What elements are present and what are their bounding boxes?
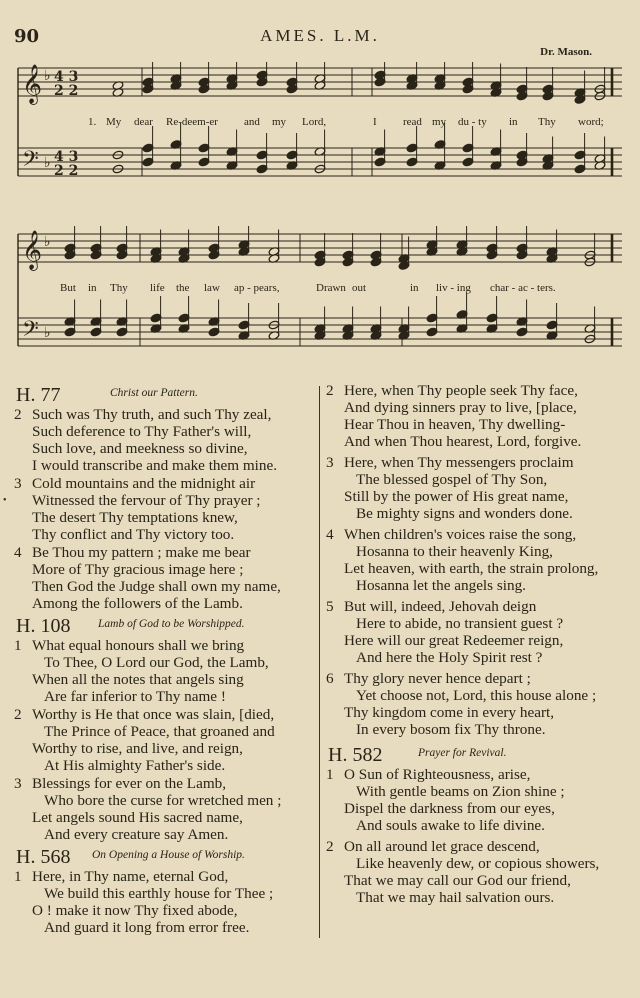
verse-number: 2 xyxy=(326,382,334,399)
hymn-header xyxy=(14,382,320,406)
verse-line: O ! make it now Thy fixed abode, xyxy=(32,902,238,919)
verse-line: That we may call our God our friend, xyxy=(344,872,571,889)
flat-sign-icon: ♭ xyxy=(44,325,51,341)
verse-line: Thy kingdom come in every heart, xyxy=(344,704,555,721)
verse-line: And guard it long from error free. xyxy=(44,919,250,936)
lyric-syllable: in xyxy=(509,116,518,128)
left-column xyxy=(3,382,320,937)
verse-line: We build this earthly house for Thee ; xyxy=(44,885,274,902)
verse-line: The Prince of Peace, that groaned and xyxy=(44,723,275,740)
stanza xyxy=(326,670,626,738)
verse-number: 2 xyxy=(14,406,22,423)
stanza xyxy=(326,526,626,594)
stanza xyxy=(14,868,320,936)
hymn-number: H. 77 xyxy=(16,384,61,406)
verse-line: Here, in Thy name, eternal God, xyxy=(32,868,229,885)
stanza xyxy=(326,382,626,450)
lyric-syllable: du - ty xyxy=(458,116,487,128)
verse-line: Here, when Thy messengers proclaim xyxy=(344,454,574,471)
verse-line: And every creature say Amen. xyxy=(44,826,229,843)
hymn-header xyxy=(14,613,320,637)
lyric-syllable: Lord, xyxy=(302,116,327,128)
verse-line: What equal honours shall we bring xyxy=(32,637,245,654)
verse-line: In every bosom fix Thy throne. xyxy=(356,721,546,738)
lyric-syllable: life xyxy=(150,282,165,294)
lyric-syllable: ap - pears, xyxy=(234,282,280,294)
time-signature: 2 2 xyxy=(54,163,79,179)
hymn-title: Lamb of God to be Worshipped. xyxy=(98,618,245,630)
lyric-syllable: word; xyxy=(578,116,604,128)
hymn-number: H. 108 xyxy=(16,615,71,637)
right-column xyxy=(326,382,626,907)
stanza xyxy=(14,637,320,705)
verse-line: Such deference to Thy Father's will, xyxy=(32,423,252,440)
hymn-header xyxy=(14,844,320,868)
verse-line: Here, when Thy people seek Thy face, xyxy=(344,382,578,399)
verse-line: Let heaven, with earth, the strain prolong, xyxy=(344,560,599,577)
verse-line: When children's voices raise the song, xyxy=(344,526,577,543)
verse-line: Be Thou my pattern ; make me bear xyxy=(32,544,251,561)
stanza xyxy=(326,838,626,906)
stanza xyxy=(326,454,626,522)
verse-line: Like heavenly dew, or copious showers, xyxy=(356,855,600,872)
lyric-syllable: But xyxy=(60,282,76,294)
verse-line: Hosanna to their heavenly King, xyxy=(356,543,553,560)
hymn-title: On Opening a House of Worship. xyxy=(92,849,245,861)
verse-line: That we may hail salvation ours. xyxy=(356,889,555,906)
lyrics-line-2 xyxy=(0,282,640,298)
hymn-number: H. 568 xyxy=(16,846,71,868)
stanza xyxy=(14,706,320,774)
lyric-syllable: Drawn xyxy=(316,282,346,294)
verse-line: At His almighty Father's side. xyxy=(44,757,226,774)
tune-title: AMES. L.M. xyxy=(260,26,380,45)
verse-line: With gentle beams on Zion shine ; xyxy=(356,783,565,800)
lyric-syllable: My xyxy=(106,116,122,128)
lyric-syllable: Thy xyxy=(110,282,128,294)
verse-line: And dying sinners pray to live, [place, xyxy=(344,399,577,416)
verse-line: Who bore the curse for wretched men ; xyxy=(44,792,282,809)
lyric-syllable: in xyxy=(88,282,97,294)
verse-line: O Sun of Righteousness, arise, xyxy=(344,766,531,783)
stanza xyxy=(326,598,626,666)
verse-line: And here the Holy Spirit rest ? xyxy=(356,649,543,666)
flat-sign-icon: ♭ xyxy=(44,234,51,250)
lyric-syllable: dear xyxy=(134,116,153,128)
lyric-syllable: liv - ing xyxy=(436,282,471,294)
verse-line: Such was Thy truth, and such Thy zeal, xyxy=(32,406,272,423)
verse-line: Dispel the darkness from our eyes, xyxy=(344,800,555,817)
treble-clef-icon: 𝄞 xyxy=(22,64,43,104)
verse-number: 3 xyxy=(14,775,22,792)
verse-number: 1 xyxy=(14,637,22,654)
verse-number: 3 xyxy=(14,475,22,492)
verse-line: Blessings for ever on the Lamb, xyxy=(32,775,227,792)
verse-line: I would transcribe and make them mine. xyxy=(32,457,278,474)
verse-line: Such love, and meekness so divine, xyxy=(32,440,248,457)
verse-number: 6 xyxy=(326,670,334,687)
verse-line: Here will our great Redeemer reign, xyxy=(344,632,564,649)
lyric-syllable: char - ac - ters. xyxy=(490,282,556,294)
time-signature: 4 3 xyxy=(54,69,79,85)
stanza xyxy=(14,544,320,612)
verse-number: 1 xyxy=(326,766,334,783)
verse-line: When all the notes that angels sing xyxy=(32,671,244,688)
bullet-mark: • xyxy=(3,495,7,506)
hymn-header xyxy=(326,742,626,766)
lyric-syllable: I xyxy=(373,116,377,128)
hymn-number: H. 582 xyxy=(328,744,383,766)
verse-line: Hear Thou in heaven, Thy dwelling- xyxy=(344,416,566,433)
verse-number: 4 xyxy=(14,544,22,561)
verse-line: But will, indeed, Jehovah deign xyxy=(344,598,537,615)
verse-line: To Thee, O Lord our God, the Lamb, xyxy=(44,654,269,671)
flat-sign-icon: ♭ xyxy=(44,68,51,84)
verse-line: And when Thou hearest, Lord, forgive. xyxy=(344,433,582,450)
lyric-syllable: law xyxy=(204,282,220,294)
verse-line: Be mighty signs and wonders done. xyxy=(356,505,573,522)
lyric-syllable: in xyxy=(410,282,419,294)
verse-line: Hosanna let the angels sing. xyxy=(356,577,526,594)
verse-number: 4 xyxy=(326,526,334,543)
lyric-syllable: Re-deem-er xyxy=(166,116,218,128)
verse-line: And souls awake to life divine. xyxy=(356,817,545,834)
verse-line: Cold mountains and the midnight air xyxy=(32,475,256,492)
verse-number: 3 xyxy=(326,454,334,471)
verse-number: 2 xyxy=(326,838,334,855)
flat-sign-icon: ♭ xyxy=(44,155,51,171)
verse-line: The blessed gospel of Thy Son, xyxy=(356,471,548,488)
stanza xyxy=(326,766,626,834)
verse-number: 5 xyxy=(326,598,334,615)
verse-line: Among the followers of the Lamb. xyxy=(32,595,243,612)
composer-credit: Dr. Mason. xyxy=(540,46,592,58)
page-header xyxy=(0,26,640,48)
stanza xyxy=(14,406,320,474)
verse-number: 2 xyxy=(14,706,22,723)
lyric-syllable: my xyxy=(432,116,447,128)
lyric-syllable: 1. xyxy=(88,116,97,128)
verse-line: Still by the power of His great name, xyxy=(344,488,569,505)
verse-line: Thy glory never hence depart ; xyxy=(344,670,531,687)
verse-line: Worthy to rise, and live, and reign, xyxy=(32,740,243,757)
verse-line: Here to abide, no transient guest ? xyxy=(356,615,564,632)
lyric-syllable: and xyxy=(244,116,260,128)
hymn-title: Prayer for Revival. xyxy=(418,747,507,759)
verse-number: 1 xyxy=(14,868,22,885)
treble-clef-icon: 𝄞 xyxy=(22,230,43,270)
lyric-syllable: the xyxy=(176,282,190,294)
stanza xyxy=(14,775,320,843)
time-signature: 2 2 xyxy=(54,83,79,99)
time-signature: 4 3 xyxy=(54,149,79,165)
lyrics-line-1 xyxy=(0,116,640,132)
lyric-syllable: Thy xyxy=(538,116,556,128)
verse-line: Then God the Judge shall own my name, xyxy=(32,578,281,595)
lyric-syllable: my xyxy=(272,116,287,128)
verse-line: Let angels sound His sacred name, xyxy=(32,809,243,826)
verse-line: Thy conflict and Thy victory too. xyxy=(32,526,235,543)
lyric-syllable: read xyxy=(403,116,422,128)
bass-clef-icon: 𝄢 xyxy=(22,317,39,347)
verse-line: The desert Thy temptations knew, xyxy=(32,509,238,526)
page-number: 90 xyxy=(14,26,40,47)
verse-line: Are far inferior to Thy name ! xyxy=(44,688,226,705)
verse-line: More of Thy gracious image here ; xyxy=(32,561,244,578)
verse-line: Yet choose not, Lord, this house alone ; xyxy=(356,687,597,704)
lyric-syllable: out xyxy=(352,282,367,294)
verse-line: Worthy is He that once was slain, [died, xyxy=(32,706,275,723)
verse-line: Witnessed the fervour of Thy prayer ; xyxy=(32,492,261,509)
bass-clef-icon: 𝄢 xyxy=(22,147,39,177)
hymn-title: Christ our Pattern. xyxy=(110,387,198,399)
verse-line: On all around let grace descend, xyxy=(344,838,540,855)
stanza xyxy=(3,475,320,543)
